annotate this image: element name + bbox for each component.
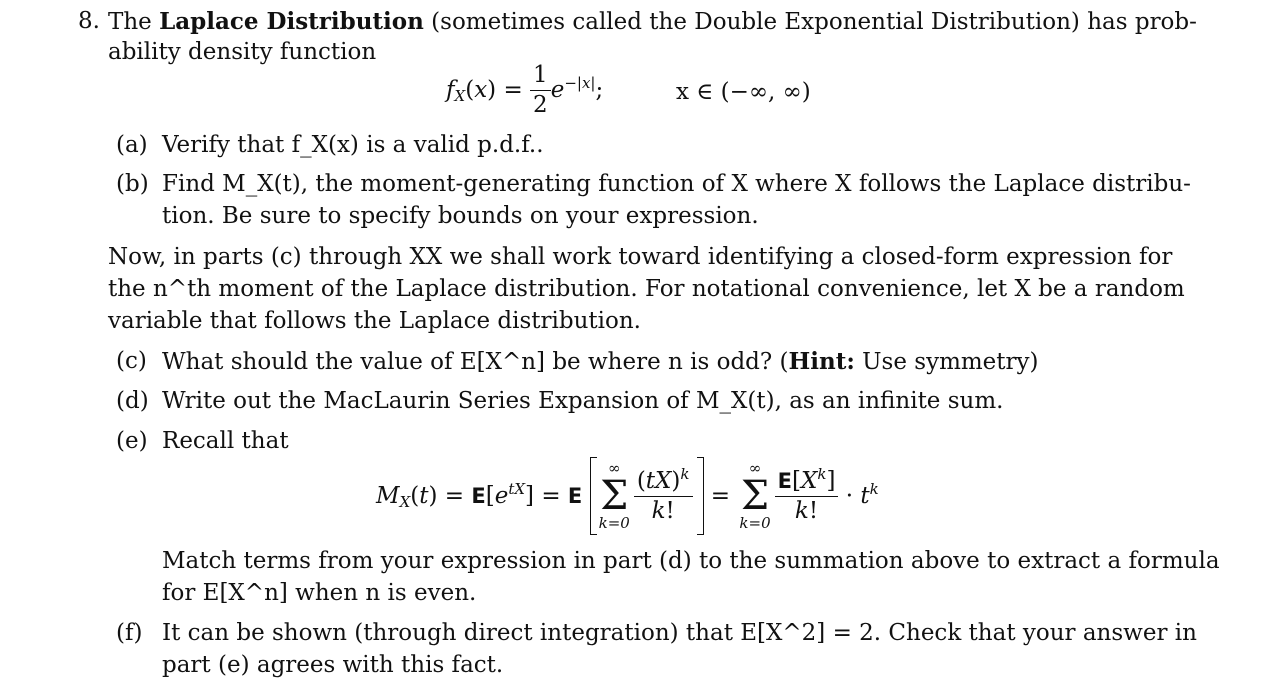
part-f-line1: It can be shown (through direct integration) that E[X^2] = 2. Check that your answer in xyxy=(162,620,1197,646)
moment-fraction: $\frac{E[X^k]}{k!}$ xyxy=(775,470,839,523)
sum-1: ∞ Σ k=0 xyxy=(598,459,630,532)
part-f-label: (f) xyxy=(116,620,143,646)
part-b-line2: tion. Be sure to specify bounds on your expression. xyxy=(162,203,759,229)
hint-text: Use symmetry xyxy=(862,349,1030,375)
problem-intro-line2: ability density function xyxy=(108,39,377,65)
mgf-series-equation: $M_X(t) = E[e^{tX}] = E$ ∞ Σ k=0 $\frac{(tX)^k}{k!}$ = ∞ Σ k=0 $\frac{E[X^k]}{k!}$ · $t^k$ xyxy=(376,456,879,536)
pdf-domain: x ∈ (−∞, ∞) xyxy=(676,79,811,105)
part-e-text: Recall that xyxy=(162,428,289,454)
part-e-match-line2: for E[X^n] when n is even. xyxy=(162,580,477,606)
part-e-match-line1: Match terms from your expression in part (d) to the summation above to extract a formula xyxy=(162,548,1220,574)
problem-intro-line1 xyxy=(108,10,1197,34)
left-bracket xyxy=(590,457,597,535)
problem-number: 8. xyxy=(78,8,100,34)
part-a-text: Verify that f_X(x) is a valid p.d.f.. xyxy=(162,132,544,158)
paragraph-line3: variable that follows the Laplace distribution. xyxy=(108,308,641,334)
part-b-line1: Find M_X(t), the moment-generating function of X where X follows the Laplace distribu- xyxy=(162,171,1191,197)
paragraph-line2: the n^th moment of the Laplace distribution. For notational convenience, let X be a random xyxy=(108,276,1185,302)
intro-post: (sometimes called the Double Exponential Distribution) has prob- xyxy=(431,9,1197,35)
part-f-line2: part (e) agrees with this fact. xyxy=(162,652,504,678)
paragraph-line1: Now, in parts (c) through XX we shall work toward identifying a closed-form expression for xyxy=(108,244,1173,270)
part-c-text: What should the value of E[X^n] be where n is odd? xyxy=(162,349,773,375)
hint-label: Hint: xyxy=(788,348,855,375)
sum-2: ∞ Σ k=0 xyxy=(739,459,771,532)
part-a-label: (a) xyxy=(116,132,148,158)
part-c-line: What should the value of E[X^n] be where n is odd? (Hint: Use symmetry) xyxy=(162,348,1039,375)
part-c-label: (c) xyxy=(116,348,147,374)
distribution-title: Laplace Distribution xyxy=(159,8,424,35)
right-bracket xyxy=(697,457,704,535)
series-term-fraction: $\frac{(tX)^k}{k!}$ xyxy=(634,470,693,523)
part-e-label: (e) xyxy=(116,428,148,454)
part-d-text: Write out the MacLaurin Series Expansion of M_X(t), as an infinite sum. xyxy=(162,388,1004,414)
intro-pre: The xyxy=(108,9,152,35)
part-d-label: (d) xyxy=(116,388,149,414)
pdf-equation: $f_X(x)$ = $\frac{1}{2}$ $e^{-|x|}$; xyxy=(446,61,604,118)
part-b-label: (b) xyxy=(116,171,149,197)
pdf-fraction: $\frac{1}{2}$ xyxy=(530,64,551,117)
